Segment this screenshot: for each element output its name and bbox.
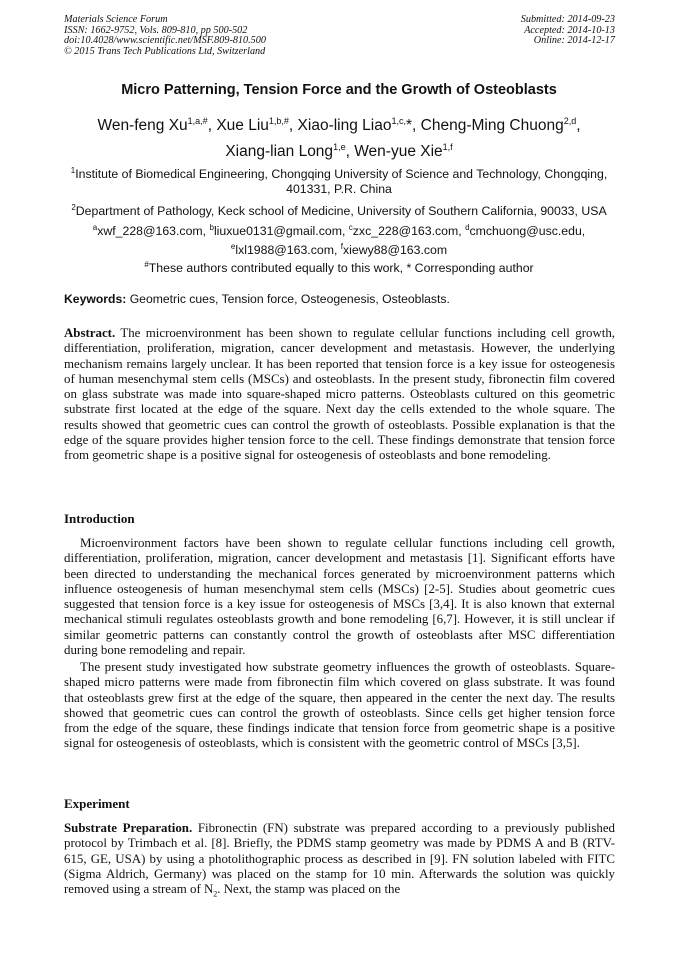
intro-paragraph-2: The present study investigated how substrate geometry influences the growth of osteoblasts. Square-shaped micro patterns were made from fibronectin film which covered on glass substrate. It was found that osteoblasts grew first at the edge of the square, then appeared in the center the next day. The results showed that geometric cues can control the growth of osteoblasts. Since cells get higher tension force from the edge of the square, these findings indicate that tension force from geometric shape is a positive signal for osteogenesis of osteoblasts, which is consistent with the geometric control of MSCs [3,5]. — [64, 660, 615, 751]
author: Xue Liu — [216, 117, 269, 135]
email-line-2 — [64, 239, 614, 258]
author-line-2 — [40, 138, 638, 161]
author-separator: , — [207, 117, 217, 135]
abstract — [64, 326, 615, 463]
journal-issn: ISSN: 1662-9752, Vols. 809-810, pp 500-502 — [64, 24, 248, 36]
author-sup: 1,a,# — [187, 116, 208, 126]
author: Xiao-ling Liao — [297, 117, 392, 135]
keywords — [64, 292, 614, 306]
email[interactable]: cmchuong@usc.edu, — [469, 224, 586, 239]
author-separator: , — [345, 143, 355, 161]
email[interactable]: xiewy88@163.com — [343, 243, 448, 258]
online-date: Online: 2014-12-17 — [533, 35, 615, 47]
paper-title: Micro Patterning, Tension Force and the Growth of Osteoblasts — [121, 82, 557, 98]
email-sup: e — [230, 242, 236, 252]
email-sup: c — [348, 223, 353, 232]
note-sup: # — [144, 260, 149, 269]
email-list — [64, 220, 614, 258]
author: Cheng-Ming Chuong — [420, 117, 564, 135]
email[interactable]: xwf_228@163.com, — [97, 224, 210, 239]
author-separator: , — [288, 117, 298, 135]
subscript: 2 — [213, 889, 218, 899]
submission-dates — [521, 15, 615, 47]
author-sup: 1,c, — [391, 116, 406, 126]
author: Wen-yue Xie — [354, 143, 443, 161]
affiliation-sup: 2 — [71, 203, 76, 212]
author-sup: 1,e — [333, 142, 346, 152]
section-heading-introduction: Introduction — [64, 511, 135, 526]
author-line-1 — [40, 112, 638, 135]
keywords-text: Geometric cues, Tension force, Osteogenesis, Osteoblasts. — [126, 292, 450, 306]
author-sup: 2,d — [563, 116, 577, 126]
email-sup: f — [340, 242, 344, 252]
author: Xiang-lian Long — [225, 143, 334, 161]
intro-paragraph-1: Microenvironment factors have been shown to regulate cellular functions including cell growth, differentiation, proliferation, migration, cancer development and metastasis [1]. Significant efforts have been directed to understanding the mechanical forces generated by microenvironment patterns which influence osteogenesis of human mesenchymal stem cells (MSCs) [2-5]. Studies about geometric cues suggested that tension force is a key issue for osteogenesis of MSCs [3,4]. It is also known that external mechanical stimuli regulates osteoblasts growth and bone remodeling [6,7]. However, it is still unclear if similar geometric patterns can constantly control the growth of osteoblasts after MSC differentiation during bone remodeling and repair. — [64, 536, 615, 657]
email-sup: b — [209, 223, 214, 232]
email[interactable]: lxl1988@163.com, — [235, 243, 341, 258]
journal-info — [64, 15, 266, 57]
author-note — [64, 257, 614, 276]
affiliation-1 — [64, 163, 614, 197]
email-sup: d — [465, 223, 470, 232]
journal-copyright: © 2015 Trans Tech Publications Ltd, Switzerland — [64, 45, 266, 57]
affiliation-text: Institute of Biomedical Engineering, Chongqing University of Science and Technology, Chongqing, 401331, P.R. China — [75, 167, 608, 197]
author-separator: , — [576, 117, 581, 135]
affiliation-2 — [64, 200, 614, 219]
email[interactable]: liuxue0131@gmail.com, — [213, 224, 349, 239]
journal-name: Materials Science Forum — [64, 14, 168, 25]
accepted-date: Accepted: 2014-10-13 — [524, 24, 615, 36]
note-text: These authors contributed equally to this work, * Corresponding author — [148, 261, 534, 276]
author-sup: 1,f — [442, 142, 453, 152]
email-sup: a — [92, 223, 98, 232]
affiliation-sup: 1 — [70, 166, 76, 175]
section-heading-experiment: Experiment — [64, 796, 130, 811]
experiment-text: Fibronectin (FN) substrate was prepared according to a previously published protocol by Trimbach et al. [8]. Briefly, the PDMS stamp geometry was made by PDMS A and B (RTV-615, GE, USA) by using a photolithographic process as described in [9]. FN solution labeled with FITC (Sigma Aldrich, Germany) was placed on the stamp for 10 min. Afterwards the solution was quickly removed using a stream of N — [64, 821, 616, 896]
author-sup: 1,b,# — [268, 116, 289, 126]
experiment-text-cont: . Next, the stamp was placed on the — [217, 882, 401, 896]
abstract-label: Abstract. — [64, 326, 116, 340]
affiliation-text: Department of Pathology, Keck school of Medicine, University of Southern California, 90033, USA — [75, 204, 607, 219]
journal-doi[interactable]: doi:10.4028/www.scientific.net/MSF.809-810.500 — [64, 35, 266, 47]
submitted-date: Submitted: 2014-09-23 — [520, 14, 615, 25]
experiment-paragraph — [64, 821, 615, 902]
author-separator: *, — [406, 117, 421, 135]
subsection-label: Substrate Preparation. — [64, 821, 193, 835]
email[interactable]: zxc_228@163.com, — [352, 224, 466, 239]
email-line-1 — [64, 220, 614, 239]
keywords-label: Keywords: — [64, 292, 127, 306]
author: Wen-feng Xu — [97, 117, 188, 135]
abstract-text: The microenvironment has been shown to regulate cellular functions including cell growth, differentiation, proliferation, migration, cancer development and metastasis. However, the underlying mechanism remains largely unclear. It has been reported that tension force is a key issue for osteogenesis of human mesenchymal stem cells (MSCs) and osteoblasts. In the present study, fibronectin film covered on glass substrate was made into square-shaped micro patterns. Osteoblasts cultured on this geometric substrate first located at the edge of the square. Next day the cells extended to the whole square. The results showed that geometric cues can control the growth of osteoblasts. Possible explanation is that the edge of the square provides higher tension force to the cell. These findings demonstrate that tension force from geometric shape is a positive signal for osteogenesis of osteoblasts and bone remodeling. — [64, 326, 615, 462]
